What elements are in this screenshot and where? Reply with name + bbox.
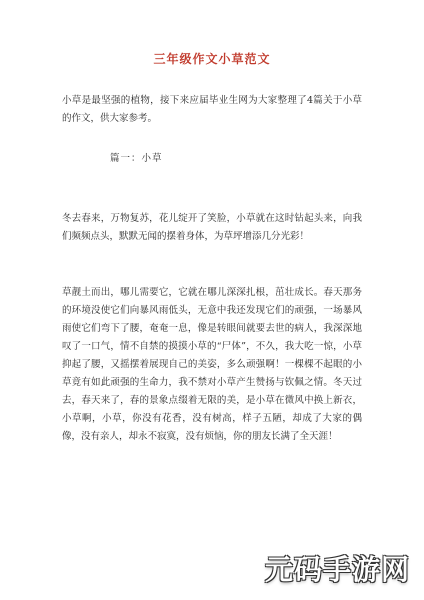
section-heading: 篇一：小草	[110, 153, 163, 164]
intro-paragraph: 小草是最坚强的植物，接下来应届毕业生网为大家整理了4篇关于小草的作文，供大家参考。	[62, 95, 362, 124]
document-title: 三年级作文小草范文	[153, 52, 271, 66]
body-paragraph-2: 草靓土而出，哪儿需要它，它就在哪儿深深扎根，茁壮成长。春天那务的环境没使它们向暴风雨低头，无意中我还发现它们的顽强，一场暴风雨使它们弯下了腰，奄奄一息，像是转眼间就要去世的病人，我深深地叹了一口气，情不自禁的摸摸小草的“尸体”，不久，我大吃一惊，小草抑起了腰，又摇摆着展现自己的美姿，多么顽强啊！一棵棵不起眼的小草竟有如此顽强的生命力，我不禁对小草产生赞扬与钦佩之情。冬天过去，春天来了，春的景象点缀着无限的美，是小草在微风中换上新衣，小草啊，小草，你没有花香，没有树高，样子五陋，却成了大家的偶像，没有亲人，却永不寂寞，没有烦恼，你的朋友长满了全天涯！	[62, 287, 362, 442]
body-paragraph-1: 冬去春来，万物复苏，花儿绽开了笑脸，小草就在这时钻起头来，向我们频频点头，默默无闻的摆着身体，为草坪增添几分光彩！	[62, 213, 362, 242]
site-watermark	[265, 548, 410, 588]
watermark-text: 元码手游网	[264, 553, 410, 586]
